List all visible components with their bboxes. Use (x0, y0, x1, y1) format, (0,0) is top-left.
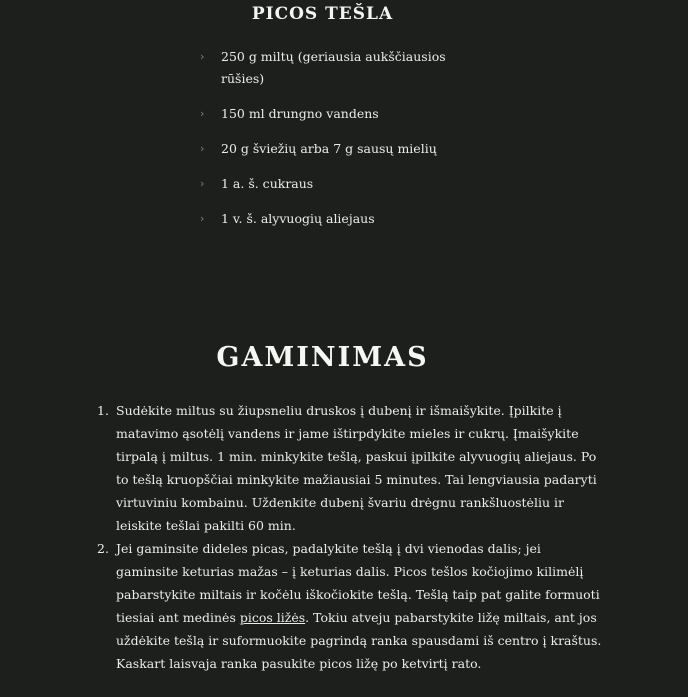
chevron-right-icon: › (200, 107, 205, 120)
step-text (116, 541, 601, 671)
ingredient-text: 250 g miltų (geriausia aukščiausios rūšies) (221, 49, 446, 86)
pizza-peel-link[interactable]: picos ližės (239, 610, 306, 625)
ingredient-text: 150 ml drungno vandens (221, 106, 379, 121)
ingredient-text: 1 v. š. alyvuogių aliejaus (221, 211, 375, 226)
step-text-part: Jei gaminsite dideles picas, padalykite tešlą į dvi vienodas dalis; jei gaminsite keturias mažas – į keturias dalis. Picos tešlos kočiojimo kilimėlį pabarstykite miltais ir kočėlu iškočiokite tešlą. Tešlą taip pat galite formuoti tiesiai ant medinės (116, 541, 600, 625)
list-item (200, 46, 450, 90)
list-item (97, 537, 602, 675)
list-item (200, 208, 450, 230)
chevron-right-icon: › (200, 212, 205, 225)
step-text: Sudėkite miltus su žiupsneliu druskos į dubenį ir išmaišykite. Įpilkite į matavimo ąsotėlį vandens ir jame ištirpdykite mieles ir cukrų. Įmaišykite tirpalą į miltus. 1 min. minkykite tešlą, paskui įpilkite alyvuogių aliejaus. Po to tešlą kruopščiai minkykite mažiausiai 5 minutes. Tai lengviausia padaryti virtuviniu kombainu. Uždenkite dubenį švariu drėgnu rankšluostėliu ir leiskite tešlai pakilti 60 min. (116, 403, 597, 533)
list-item (200, 103, 450, 125)
ingredients-list (200, 46, 450, 243)
step-number: 1. (97, 403, 109, 418)
step-number: 2. (97, 541, 109, 556)
list-item (97, 399, 602, 537)
step-text-part: . Tokiu atveju pabarstykite ližę miltais, ant jos uždėkite tešlą ir suformuokite pagrindą ranka spausdami iš centro į kraštus. Kaskart laisvaja ranka pasukite picos ližę po ketvirtį rato. (116, 610, 602, 671)
chevron-right-icon: › (200, 50, 205, 63)
list-item (200, 173, 450, 195)
chevron-right-icon: › (200, 177, 205, 190)
preparation-section-title: GAMINIMAS (216, 342, 429, 373)
preparation-steps-list (97, 399, 602, 675)
ingredient-text: 20 g šviežių arba 7 g sausų mielių (221, 141, 437, 156)
dough-section-title: PICOS TEŠLA (251, 4, 394, 24)
chevron-right-icon: › (200, 142, 205, 155)
list-item (200, 138, 450, 160)
ingredient-text: 1 a. š. cukraus (221, 176, 314, 191)
